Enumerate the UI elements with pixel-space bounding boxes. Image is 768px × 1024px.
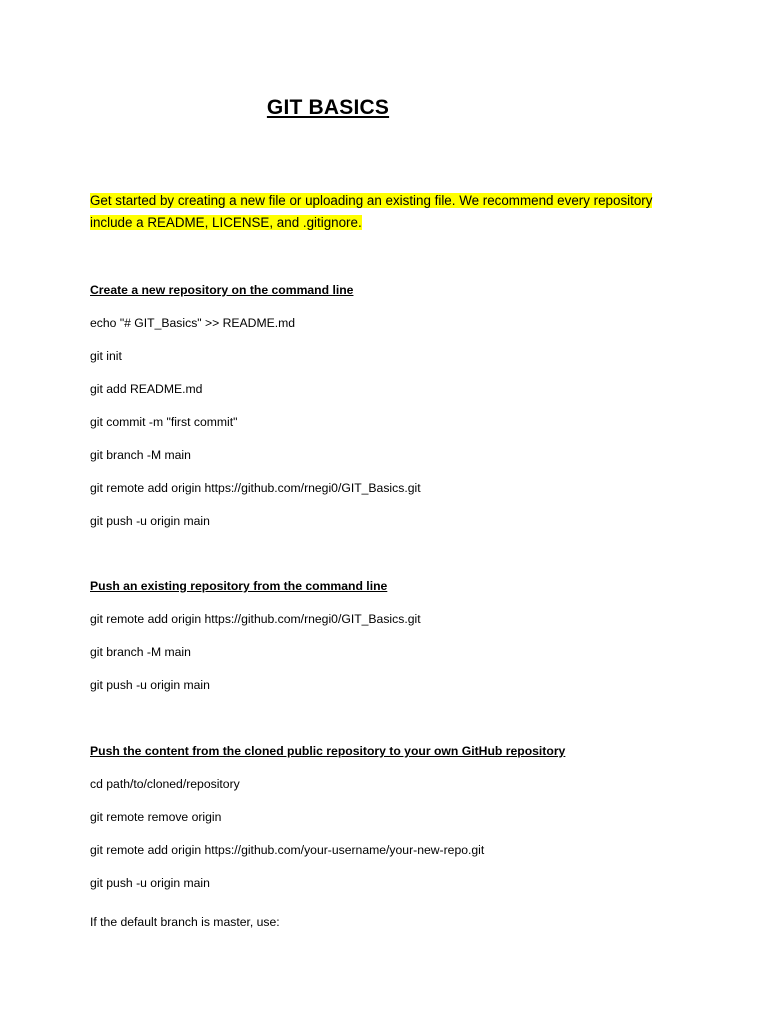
section-heading: Create a new repository on the command line [90, 283, 354, 297]
page-title: GIT BASICS [266, 96, 390, 119]
command-line: git add README.md [90, 382, 203, 396]
intro-paragraph [90, 190, 690, 234]
command-line: git push -u origin main [90, 678, 210, 692]
command-line: cd path/to/cloned/repository [90, 777, 240, 791]
command-line: git push -u origin main [90, 514, 210, 528]
intro-line-2: include a README, LICENSE, and .gitignore. [90, 215, 362, 230]
command-line: git branch -M main [90, 448, 191, 462]
command-line: git init [90, 349, 122, 363]
command-line: git remote remove origin [90, 810, 222, 824]
command-line: git remote add origin https://github.com/rnegi0/GIT_Basics.git [90, 612, 421, 626]
command-line: git push -u origin main [90, 876, 210, 890]
section-push-cloned [90, 743, 730, 908]
default-branch-note: If the default branch is master, use: [90, 915, 280, 929]
command-line: git remote add origin https://github.com/rnegi0/GIT_Basics.git [90, 481, 421, 495]
intro-line-1: Get started by creating a new file or uploading an existing file. We recommend every repository [90, 193, 653, 208]
intro-highlight [90, 193, 652, 230]
command-line: echo "# GIT_Basics" >> README.md [90, 316, 296, 330]
command-line: git commit -m "first commit" [90, 415, 238, 429]
section-heading: Push the content from the cloned public repository to your own GitHub repository [90, 744, 566, 758]
section-create-repo [90, 282, 730, 546]
section-push-existing [90, 578, 730, 710]
command-line: git branch -M main [90, 645, 191, 659]
section-heading: Push an existing repository from the command line [90, 579, 388, 593]
command-line: git remote add origin https://github.com/your-username/your-new-repo.git [90, 843, 485, 857]
